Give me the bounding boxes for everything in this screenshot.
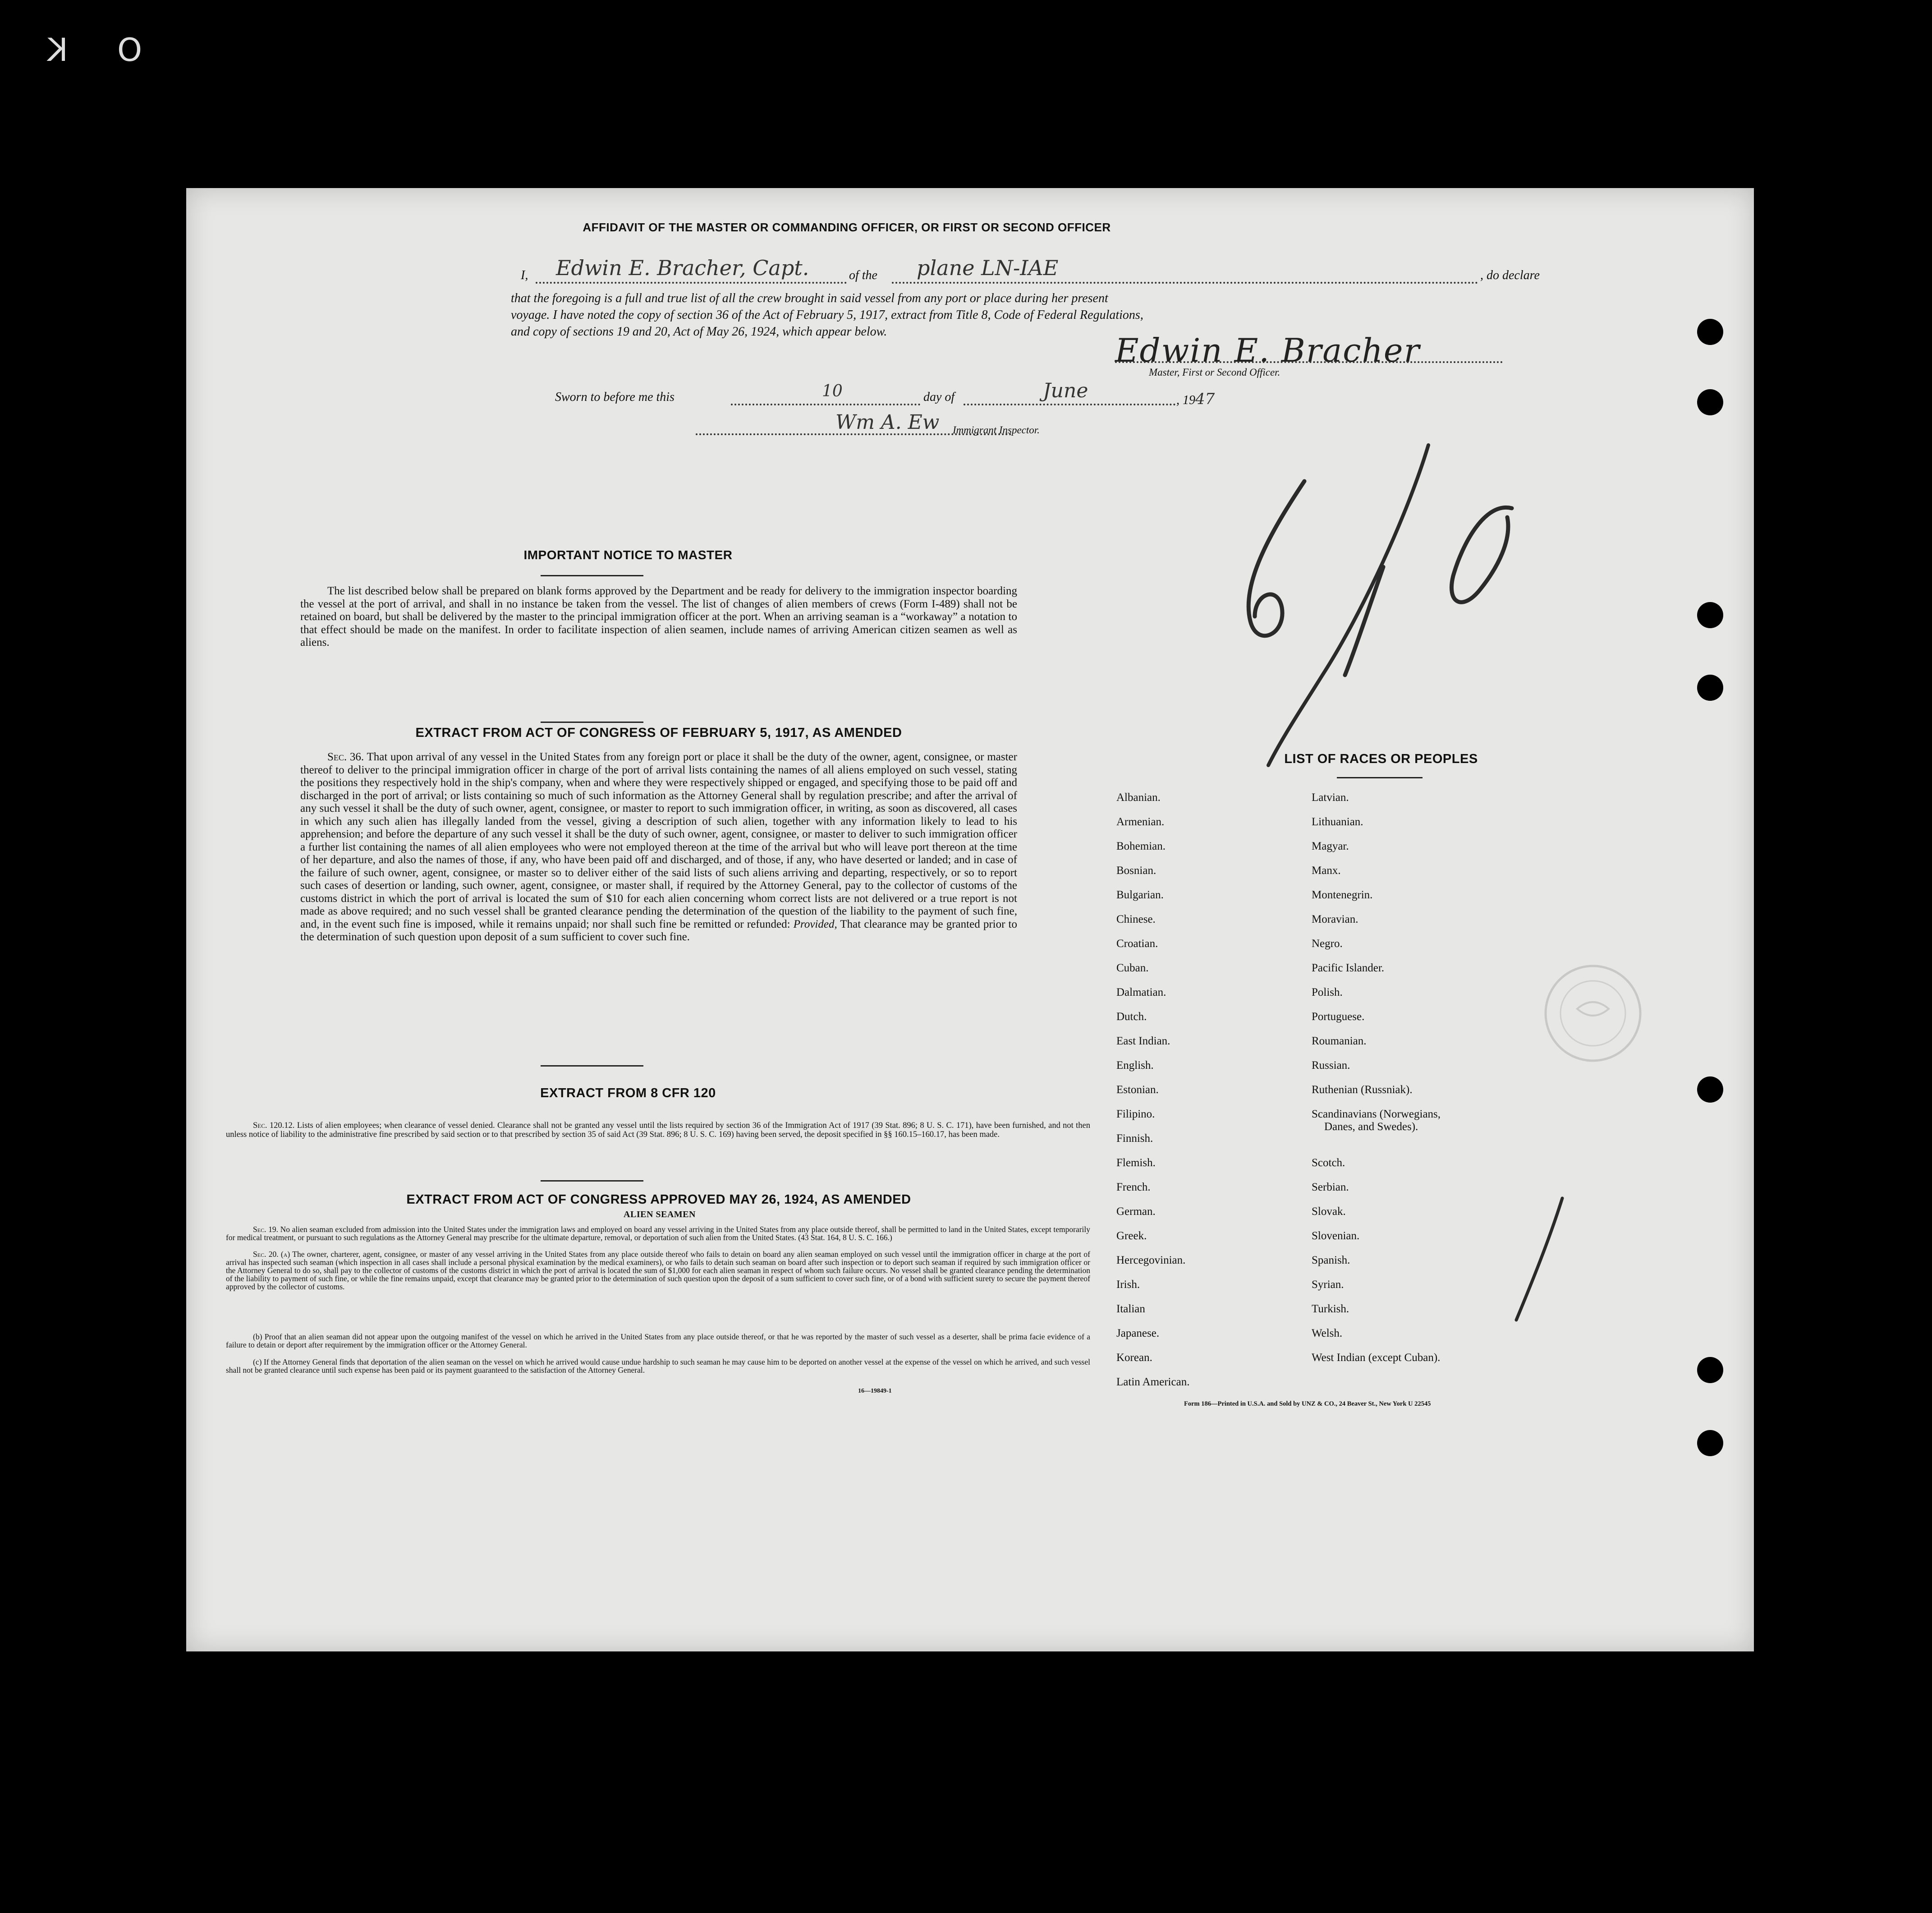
race-item: Latvian. <box>1312 791 1349 804</box>
act-1924-sec20a-text: The owner, charterer, agent, consignee, or master of any vessel arriving in the United States from any place outside thereof who fails to detain on board any alien seaman employed on such vessel until the immigration officer in charge at the port of arrival has inspected such seaman (which inspection in all cases shall include a personal physical examination by the medical examiners), or who fails to detain such seaman on board after such inspection or to deport such seaman if required by such immigration officer or the Attorney General to do so, shall pay to the collector of customs of the customs district in which the port of arrival is located the sum of $1,000 for each alien seaman in respect of whom such failure occurs. No vessel shall be granted clearance pending the determination of the liability to payment of such fine, or while the fine remains unpaid, except that clearance may be granted prior to the determination of such question upon the deposit of a sum sufficient to cover such fine, or of a bond with sufficient surety to secure the payment thereof approved by the collector of customs. <box>226 1250 1091 1291</box>
corner-mark-o: O <box>117 32 142 69</box>
race-item: Greek. <box>1116 1230 1147 1242</box>
race-item: Chinese. <box>1116 913 1156 925</box>
race-item: Slovenian. <box>1312 1230 1360 1242</box>
act-1917-title: EXTRACT FROM ACT OF CONGRESS OF FEBRUARY 5, 1917, AS AMENDED <box>415 726 902 740</box>
section-divider <box>541 1180 643 1182</box>
race-item: English. <box>1116 1059 1154 1071</box>
cfr-text: Lists of alien employees; when clearance of vessel denied. Clearance shall not be granted any vessel until the lists required by section 36 of the Immigration Act of 1917 (39 Stat. 896; 8 U. S. C. 171), have been furnished, and not then unless notice of liability to the administrative fine prescribed by said section or to that prescribed by section 35 of said Act (39 Stat. 896; 8 U. S. C. 169) having been served, the deposit specified in §§ 160.15–160.17, has been made. <box>226 1121 1091 1139</box>
race-item: Japanese. <box>1116 1327 1160 1339</box>
race-item: Polish. <box>1312 986 1343 998</box>
notice-title-rule <box>541 575 643 576</box>
race-item: Filipino. <box>1116 1108 1155 1120</box>
race-item: German. <box>1116 1205 1156 1218</box>
act-1917-text: That upon arrival of any vessel in the United States from any foreign port or place it shall be the duty of the owner, agent, consignee, or master thereof to deliver to the principal immigration officer in charge of the port of arrival lists containing the names of all aliens employed on such vessel, stating the positions they respectively hold in the ship's company, when and where they were respectively shipped or engaged, and specifying those to be paid off and discharged in the port of arrival; or lists containing so much of such information as the Attorney General shall by regulation prescribe; and after the arrival of any such vessel it shall be the duty of such owner, agent, consignee, or master to report to such immigration officer, in writing, as soon as discovered, all cases in which any such alien has illegally landed from the vessel, giving a description of such alien, together with any information likely to lead to his apprehension; and before the departure of any such vessel it shall be the duty of such owner, agent, consignee, or master to deliver to such immigration officer a further list containing the names of all alien employees who were not employed thereon at the time of the arrival but who will leave port thereon at the time of her departure, and also the names of those, if any, who have been paid off and discharged, and of those, if any, who have deserted or landed; and in case of the failure of such owner, agent, consignee, or master so to deliver either of the said lists of such aliens arriving and departing, respectively, or so to report such cases of desertion or landing, such owner, agent, consignee, or master shall, if required by the Attorney General, pay to the collector of customs of the customs district in which the port of arrival is located the sum of $10 for each alien concerning whom correct lists are not delivered or a true report is not made as above required; and no such vessel shall be granted clearance pending the determination of the question of the liability to the payment of such fine, and, in the event such fine is imposed, while it remains unpaid; nor shall such fine be remitted or refunded: <box>300 751 1017 930</box>
act-1924-title: EXTRACT FROM ACT OF CONGRESS APPROVED MAY 26, 1924, AS AMENDED <box>406 1192 911 1207</box>
race-item: Armenian. <box>1116 816 1165 828</box>
race-item: Roumanian. <box>1312 1035 1367 1047</box>
act-1924-sec19-label: Sec. 19. <box>253 1225 278 1234</box>
sworn-day: 10 <box>822 382 843 400</box>
races-title: LIST OF RACES OR PEOPLES <box>1284 752 1478 766</box>
race-item: Turkish. <box>1312 1303 1349 1315</box>
act-1917-section-label: Sec. 36. <box>327 751 364 763</box>
handwritten-annotation <box>1156 423 1561 783</box>
race-item: French. <box>1116 1181 1151 1193</box>
punch-hole <box>1697 319 1723 345</box>
punch-hole <box>1697 389 1723 415</box>
signature-line <box>1115 358 1503 363</box>
race-item: Ruthenian (Russniak). <box>1312 1084 1413 1096</box>
affidavit-title: AFFIDAVIT OF THE MASTER OR COMMANDING OFFICER, OR FIRST OR SECOND OFFICER <box>583 221 1111 234</box>
act-1917-proviso-label: Provided, <box>793 918 837 930</box>
race-item: Welsh. <box>1312 1327 1343 1339</box>
race-item: Serbian. <box>1312 1181 1349 1193</box>
faint-seal-image <box>1537 955 1649 1072</box>
race-item: Syrian. <box>1312 1278 1344 1291</box>
act-1924-sec20a <box>226 1250 1090 1291</box>
race-item: Negro. <box>1312 938 1343 950</box>
race-item: Italian <box>1116 1303 1145 1315</box>
race-item: Scotch. <box>1312 1157 1345 1169</box>
day-of-text: day of <box>923 390 955 404</box>
race-item: Lithuanian. <box>1312 816 1363 828</box>
print-code: 16—19849-1 <box>858 1388 892 1394</box>
form-footer: Form 186—Printed in U.S.A. and Sold by UNZ & CO., 24 Beaver St., New York U 22545 <box>1184 1400 1431 1407</box>
section-divider <box>541 1065 643 1067</box>
punch-hole <box>1697 602 1723 628</box>
race-item: Danes, and Swedes). <box>1324 1121 1418 1133</box>
do-declare-text: , do declare <box>1480 268 1540 282</box>
race-item: Pacific Islander. <box>1312 962 1385 974</box>
side-mark <box>1489 1189 1579 1334</box>
race-item: Hercegovinian. <box>1116 1254 1186 1266</box>
punch-hole <box>1697 675 1723 701</box>
race-item: Albanian. <box>1116 791 1161 804</box>
race-item: Latin American. <box>1116 1376 1190 1388</box>
notice-title: IMPORTANT NOTICE TO MASTER <box>523 548 733 562</box>
act-1917-proviso-text: That clearance may be granted prior to the determination of such question upon deposit of a sum sufficient to cover such fine. <box>300 918 1017 943</box>
master-name-handwritten: Edwin E. Bracher, Capt. <box>556 256 809 280</box>
act-1924-subtitle: ALIEN SEAMEN <box>624 1209 696 1219</box>
race-item: Dutch. <box>1116 1011 1147 1023</box>
race-item: Estonian. <box>1116 1084 1159 1096</box>
race-item: Croatian. <box>1116 938 1158 950</box>
race-item: Portuguese. <box>1312 1011 1365 1023</box>
sworn-year-suffix: 47 <box>1195 390 1215 408</box>
act-1917-body <box>300 751 1017 944</box>
race-item: Russian. <box>1312 1059 1350 1071</box>
race-item: Scandinavians (Norwegians, <box>1312 1108 1441 1120</box>
affidavit-body-line1: that the foregoing is a full and true list of all the crew brought in said vessel from any port or place during her present <box>511 291 1108 305</box>
race-item: West Indian (except Cuban). <box>1312 1352 1441 1364</box>
race-item: Irish. <box>1116 1278 1140 1291</box>
act-1924-sec20a-label: Sec. 20. (a) <box>253 1250 290 1259</box>
race-item: Dalmatian. <box>1116 986 1166 998</box>
act-1924-sec19-text: No alien seaman excluded from admission into the United States under the immigration laws and employed on board any vessel arriving in the United States from any place outside thereof, shall be permitted to land in the United States, except temporarily for medical treatment, or pursuant to such regulations as the Attorney General may prescribe for the ultimate departure, removal, or deportation of such alien from the United States. (43 Stat. 164, 8 U. S. C. 166.) <box>226 1225 1090 1242</box>
race-item: Slovak. <box>1312 1205 1346 1218</box>
sworn-year-prefix: , 19 <box>1176 393 1195 407</box>
sworn-text: Sworn to before me this <box>555 390 675 404</box>
cfr-title: EXTRACT FROM 8 CFR 120 <box>540 1086 716 1100</box>
punch-hole <box>1697 1430 1723 1456</box>
race-item: Moravian. <box>1312 913 1358 925</box>
affidavit-body-line2: voyage. I have noted the copy of section 36 of the Act of February 5, 1917, extract from Title 8, Code of Federal Regulations, <box>511 308 1143 322</box>
race-item: Bosnian. <box>1116 865 1156 877</box>
cfr-body <box>226 1122 1090 1139</box>
race-item: Flemish. <box>1116 1157 1156 1169</box>
document-sheet <box>186 188 1754 1651</box>
inspector-caption: Immigrant Inspector. <box>953 424 1040 436</box>
corner-mark-k: K <box>47 32 68 69</box>
race-item: East Indian. <box>1116 1035 1170 1047</box>
signature-caption: Master, First or Second Officer. <box>1149 367 1280 378</box>
race-item: Korean. <box>1116 1352 1152 1364</box>
affidavit-body-line3: and copy of sections 19 and 20, Act of May 26, 1924, which appear below. <box>511 325 887 339</box>
affidavit-prefix: I, <box>521 268 528 282</box>
vessel-handwritten: plane LN-IAE <box>917 256 1059 280</box>
race-item: Montenegrin. <box>1312 889 1373 901</box>
race-item: Finnish. <box>1116 1132 1153 1145</box>
master-signature: Edwin E. Bracher <box>1115 331 1420 369</box>
race-item: Spanish. <box>1312 1254 1350 1266</box>
section-divider <box>541 722 643 723</box>
sworn-month: June <box>1043 379 1088 402</box>
punch-hole <box>1697 1076 1723 1103</box>
race-item: Magyar. <box>1312 840 1349 852</box>
act-1924-sec20b: (b) Proof that an alien seaman did not appear upon the outgoing manifest of the vessel on which he arrived in the United States from any place outside thereof, or that he was reported by the master of such vessel as a deserter, shall be prima facie evidence of a failure to detain or deport after requirement by the immigration officer or the Attorney General. <box>226 1332 1090 1349</box>
inspector-initials: Wm A. Ew <box>835 411 940 434</box>
race-item: Bohemian. <box>1116 840 1166 852</box>
notice-body: The list described below shall be prepared on blank forms approved by the Department and be ready for delivery to the immigration inspector boarding the vessel at the port of arrival, and shall in no instance be taken from the vessel. The list of changes of alien members of crews (Form I-489) shall not be retained on board, but shall be delivered by the master to the principal immigration officer at the port. When an arriving seaman is a “workaway” a notation to that effect should be made on the manifest. In order to facilitate inspection of alien seamen, include names of arriving American citizen seamen as well as aliens. <box>300 585 1017 648</box>
cfr-section-label: Sec. 120.12. <box>253 1121 295 1130</box>
act-1924-sec20c: (c) If the Attorney General finds that deportation of the alien seaman on the vessel on which he arrived would cause undue hardship to such seaman he may cause him to be deported on another vessel at the expense of the vessel on which he arrived, and such vessel shall not be granted clearance until such expense has been paid or its payment guaranteed to the satisfaction of the Attorney General. <box>226 1357 1090 1375</box>
race-item: Manx. <box>1312 865 1341 877</box>
punch-hole <box>1697 1357 1723 1383</box>
act-1924-sec19 <box>226 1225 1090 1242</box>
race-item: Bulgarian. <box>1116 889 1164 901</box>
of-the-text: of the <box>849 268 877 282</box>
race-item: Cuban. <box>1116 962 1149 974</box>
